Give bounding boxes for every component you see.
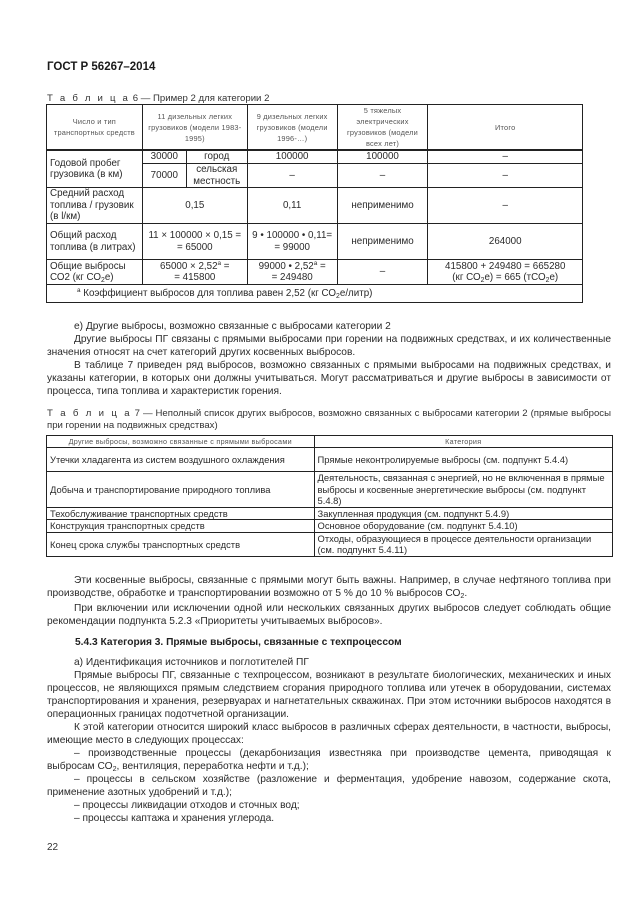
cell-avg-total: –	[428, 188, 583, 224]
formula-result: = 249480	[271, 272, 313, 283]
table6-footnote	[47, 285, 583, 303]
table7	[46, 435, 613, 557]
footnote-text: е/литр)	[339, 287, 373, 299]
list-item-text: , вентиляция, переработка нефти и т.д.);	[116, 760, 309, 772]
cell-city-total: –	[428, 150, 583, 164]
formula-line: е) = 665 (тСО	[484, 272, 546, 283]
table7-header-emissions: Другие выбросы, возможно связанные с прямыми выбросами	[47, 436, 315, 448]
indirect-emissions-paragraph	[47, 575, 611, 601]
list-item: – процессы ликвидации отходов и сточных вод;	[74, 800, 300, 811]
table6-caption-title: 6 — Пример 2 для категории 2	[130, 93, 270, 104]
emission-cell: Утечки хладагента из систем воздушного охлаждения	[47, 448, 315, 472]
table6-header-9-diesel: 9 дизельных легких грузовиков (модели 1996-…)	[247, 105, 337, 151]
row-label-total-emissions	[47, 260, 143, 285]
paragraph-text: Эти косвенные выбросы, связанные с прямыми могут быть важны. Например, в случае нефтяного топлива при производстве, обработке и транспортировании возможно от 5 % до 10 % выбросов СО	[47, 575, 611, 599]
formula-result: = 415800	[174, 272, 216, 283]
cell-rural-label: сельская местность	[186, 164, 247, 188]
section-heading-5-4-3: 5.4.3 Категория 3. Прямые выбросы, связанные с техпроцессом	[75, 637, 402, 648]
table7-caption-title: 7 — Неполный список других выбросов, возможно связанных с выбросами категории 2 (прямые выбросы при горении на подвижных средствах)	[47, 408, 611, 431]
process-emissions-paragraph: Прямые выбросы ПГ, связанные с техпроцессом, возникают в результате биологических, механических и иных процессов, не являющихся прямым следствием сгорания природного топлива или утечек в оборудовании, системах транспортирования и хранения, резервуарах и нагнетательных скважинах. При этом источники выбросов находятся в операционных границах подотчетной организации.	[47, 670, 611, 720]
table6-header-5-electric: 5 тяжелых электрических грузовиков (модели всех лет)	[337, 105, 428, 151]
category-cell: Основное оборудование (см. подпункт 5.4.10)	[314, 520, 612, 532]
list-item-text: – производственные процессы (декарбонизация известняка при производстве цемента, приводящая к выбросам СО	[47, 748, 611, 772]
cell-emissions-11	[142, 260, 247, 285]
table6-caption	[47, 93, 269, 104]
cell-city-9: 100000	[247, 150, 337, 164]
document-code: ГОСТ Р 56267–2014	[47, 61, 156, 73]
list-item	[47, 748, 611, 774]
subscript: 2	[112, 764, 117, 773]
cell-total-consumption-5: неприменимо	[337, 224, 428, 260]
formula-line: =	[221, 260, 230, 272]
cell-rural-5: –	[337, 164, 428, 188]
label-line: СО2 (кг СО	[50, 272, 101, 283]
section-a-title: а) Идентификация источников и поглотителей ПГ	[74, 657, 309, 668]
cell-emissions-total	[428, 260, 583, 285]
cell-total-consumption-9	[247, 224, 337, 260]
table-row	[47, 448, 613, 472]
table-row	[47, 508, 613, 520]
row-label-total-consumption: Общий расход топлива (в литрах)	[47, 224, 143, 260]
inclusion-paragraph: При включении или исключении одной или нескольких связанных других выбросов следует соблюдать общие рекомендации подпункта 5.2.3 «Приоритеты учитываемых выбросов».	[47, 603, 611, 627]
table-row	[47, 260, 583, 285]
footnote-text: Коэффициент выбросов для топлива равен 2,52 (кг СО	[80, 287, 337, 299]
table6	[46, 104, 583, 303]
label-line: Общие выбросы	[50, 260, 126, 272]
cell-city-5: 100000	[337, 150, 428, 164]
subscript: 2	[336, 292, 340, 300]
cell-emissions-9	[247, 260, 337, 285]
category-cell: Закупленная продукция (см. подпункт 5.4.9)	[314, 508, 612, 520]
section-e-title: е) Другие выбросы, возможно связанные с выбросами категории 2	[74, 321, 391, 332]
section-e-paragraph-1: Другие выбросы ПГ связаны с прямыми выбросами при горении на подвижных средствах, и их количественные значения относят на счет категорий других косвенных выбросов.	[47, 334, 611, 358]
footnote-mark: a	[313, 259, 318, 267]
formula-line: 9 • 100000 • 0,11=	[252, 230, 333, 241]
row-label-avg-consumption: Средний расход топлива / грузовик (в l/км)	[47, 188, 143, 224]
subscript: 2	[100, 277, 105, 284]
formula-line: 415800 + 249480 = 665280	[445, 260, 566, 272]
cell-total-consumption-11	[142, 224, 247, 260]
emission-cell: Добыча и транспортирование природного топлива	[47, 472, 315, 508]
cell-rural-total: –	[428, 164, 583, 188]
category-cell: Прямые неконтролируемые выбросы (см. подпункт 5.4.4)	[314, 448, 612, 472]
footnote-mark: a	[217, 259, 222, 267]
cell-avg-9: 0,11	[247, 188, 337, 224]
emission-cell: Конструкция транспортных средств	[47, 520, 315, 532]
cell-rural-9: –	[247, 164, 337, 188]
page-number: 22	[47, 842, 59, 853]
subscript: 2	[460, 591, 465, 600]
formula-line: 99000 • 2,52	[258, 260, 314, 272]
subscript: 2	[545, 277, 550, 284]
row-label-annual-mileage: Годовой пробег грузовика (в км)	[47, 150, 143, 188]
table-row	[47, 520, 613, 532]
table6-header-row	[47, 105, 583, 151]
table-row	[47, 188, 583, 224]
formula-line: =	[317, 260, 326, 272]
table7-header-category: Категория	[314, 436, 612, 448]
cell-emissions-5: –	[337, 260, 428, 285]
table7-header-row	[47, 436, 613, 448]
category-scope-paragraph: К этой категории относится широкий класс выбросов в различных сферах деятельности, в частности, выбросы, имеющие место в следующих процессах:	[47, 722, 611, 746]
list-item: – процессы каптажа и хранения углерода.	[74, 813, 275, 824]
category-cell: Деятельность, связанная с энергией, но не включенная в прямые выбросы и косвенные энергетические выбросы (см. подпункт 5.4.8)	[314, 472, 612, 508]
cell-avg-5: неприменимо	[337, 188, 428, 224]
table6-footnote-row	[47, 285, 583, 303]
label-line: е)	[104, 272, 114, 283]
table6-header-total: Итого	[428, 105, 583, 151]
list-item: – процессы в сельском хозяйстве (разложение и ферментация, удобрение навозом, содержание скота, применение азотных удобрений и т.д.);	[47, 774, 611, 798]
formula-line: (кг СО	[452, 272, 481, 283]
subscript: 2	[480, 277, 485, 284]
paragraph-text: .	[464, 587, 468, 599]
table-row	[47, 224, 583, 260]
formula-line: е)	[549, 272, 559, 283]
table7-caption-prefix: Т а б л и ц а	[47, 408, 132, 419]
table-row	[47, 472, 613, 508]
cell-total-consumption-total: 264000	[428, 224, 583, 260]
emission-cell: Техобслуживание транспортных средств	[47, 508, 315, 520]
section-e-paragraph-2: В таблице 7 приведен ряд выбросов, возможно связанных с прямыми выбросами на подвижных средствах, и указаны категории, в которых они должны учитываться. Могут рассматриваться и другие выбросы в зависимости от процесса, типа топлива и характеристик горения.	[47, 360, 611, 397]
table-row	[47, 532, 613, 556]
cell-city-label: город	[186, 150, 247, 164]
table6-header-11-diesel: 11 дизельных легких грузовиков (модели 1983-1995)	[142, 105, 247, 151]
table6-caption-prefix: Т а б л и ц а	[47, 93, 131, 104]
formula-line: 65000 × 2,52	[160, 260, 218, 272]
category-cell: Отходы, образующиеся в процессе деятельности организации (см. подпункт 5.4.11)	[314, 532, 612, 556]
table7-caption	[47, 408, 611, 432]
table-row	[47, 150, 583, 164]
formula-result: = 99000	[274, 241, 310, 253]
cell-avg-11: 0,15	[142, 188, 247, 224]
cell-rural-value: 70000	[142, 164, 186, 188]
formula-result: = 65000	[176, 241, 213, 253]
footnote-mark: a	[77, 286, 81, 294]
formula-line: 11 × 100000 × 0,15 =	[148, 230, 242, 241]
cell-city-value: 30000	[142, 150, 186, 164]
emission-cell: Конец срока службы транспортных средств	[47, 532, 315, 556]
table6-header-type: Число и тип транспортных средств	[47, 105, 143, 151]
